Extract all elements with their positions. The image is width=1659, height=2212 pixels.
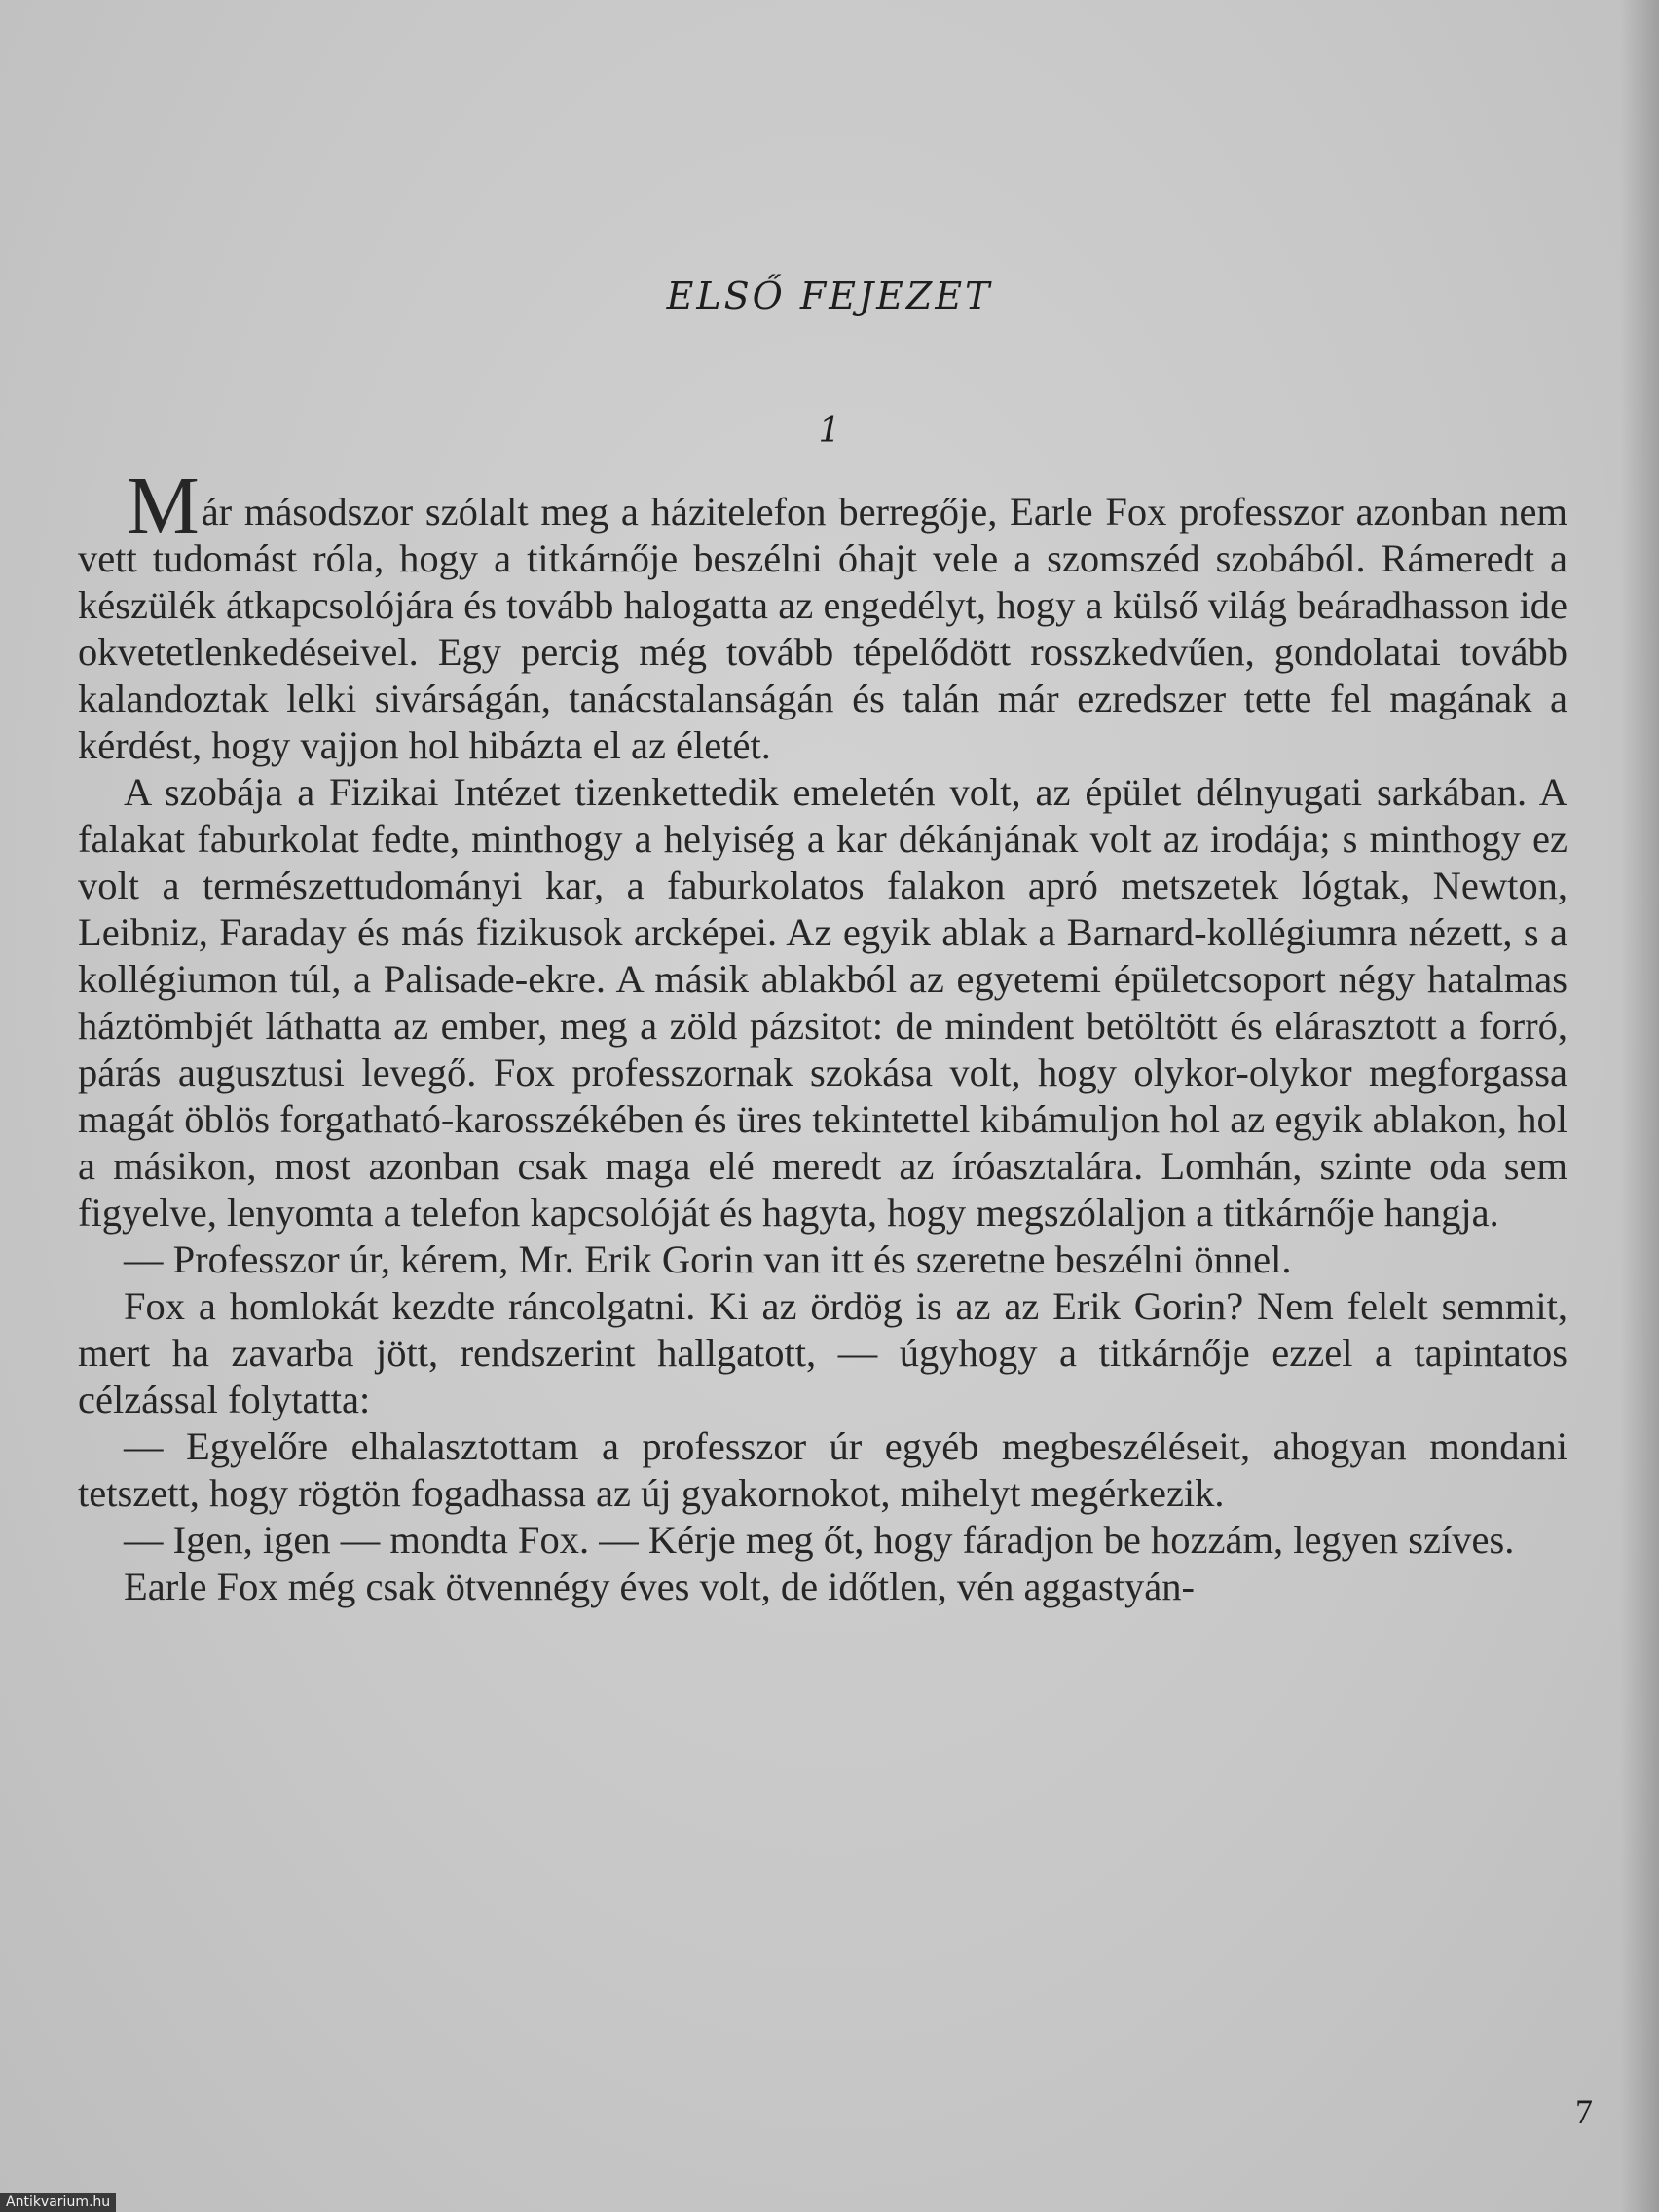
paragraph-1 (78, 461, 1567, 769)
paragraph-4: Fox a homlokát kezdte ráncolgatni. Ki az ördög is az az Erik Gorin? Nem felelt semmit, mert ha zavarba jött, rendszerint hallgatott, — úgyhogy a titkárnője ezzel a tapintatos célzással folytatta: (78, 1284, 1567, 1421)
drop-initial: M (127, 461, 200, 551)
paragraph-7: Earle Fox még csak ötvennégy éves volt, de időtlen, vén aggastyán- (124, 1565, 1195, 1608)
body-text (78, 461, 1567, 1610)
paragraph-6: — Igen, igen — mondta Fox. — Kérje meg őt, hogy fáradjon be hozzám, legyen szíves. (124, 1518, 1515, 1562)
paragraph-3: — Professzor úr, kérem, Mr. Erik Gorin van itt és szeretne beszélni önnel. (124, 1237, 1292, 1281)
watermark: Antikvarium.hu (0, 2193, 116, 2212)
paragraph-1-text: ár másodszor szólalt meg a házitelefon berregője, Earle Fox professzor azonban nem vett tudomást róla, hogy a titkárnője beszélni óhajt vele a szomszéd szobából. Rámeredt a készülék átkapcsolójára és tovább halogatta az engedélyt, hogy a külső világ beáradhasson ide okvetetlenkedéseivel. Egy percig még tovább tépelődött rosszkedvűen, gondolatai tovább kalandoztak lelki sivárságán, tanácstalanságán és talán már ezredszer tette fel magának a kérdést, hogy vajjon hol hibázta el az életét. (78, 490, 1567, 767)
page-edge-shadow (1620, 0, 1659, 2212)
paragraph-5: — Egyelőre elhalasztottam a professzor úr egyéb megbeszéléseit, ahogyan mondani tetszett, hogy rögtön fogadhassa az új gyakornokot, mihelyt megérkezik. (78, 1424, 1567, 1515)
section-number: 1 (818, 411, 841, 451)
chapter-title: ELSŐ FEJEZET (666, 275, 993, 317)
paragraph-2: A szobája a Fizikai Intézet tizenkettedik emeletén volt, az épület délnyugati sarkában. A falakat faburkolat fedte, minthogy a helyiség a kar dékánjának volt az irodája; s minthogy ez volt a természettudományi kar, a faburkolatos falakon apró metszetek lógtak, Newton, Leibniz, Faraday és más fizikusok arcképei. Az egyik ablak a Barnard-kollégiumra nézett, s a kollégiumon túl, a Palisade-ekre. A másik ablakból az egyetemi épületcsoport négy hatalmas háztömbjét láthatta az ember, meg a zöld pázsitot: de mindent betöltött és elárasztott a forró, párás augusztusi levegő. Fox professzornak szokása volt, hogy olykor-olykor megforgassa magát öblös forgatható-karosszékében és üres tekintettel kibámuljon hol az egyik ablakon, hol a másikon, most azonban csak maga elé meredt az íróasztalára. Lomhán, szinte oda sem figyelve, lenyomta a telefon kapcsolóját és hagyta, hogy megszólaljon a titkárnője hangja. (78, 770, 1567, 1235)
page-number: 7 (1575, 2092, 1593, 2131)
